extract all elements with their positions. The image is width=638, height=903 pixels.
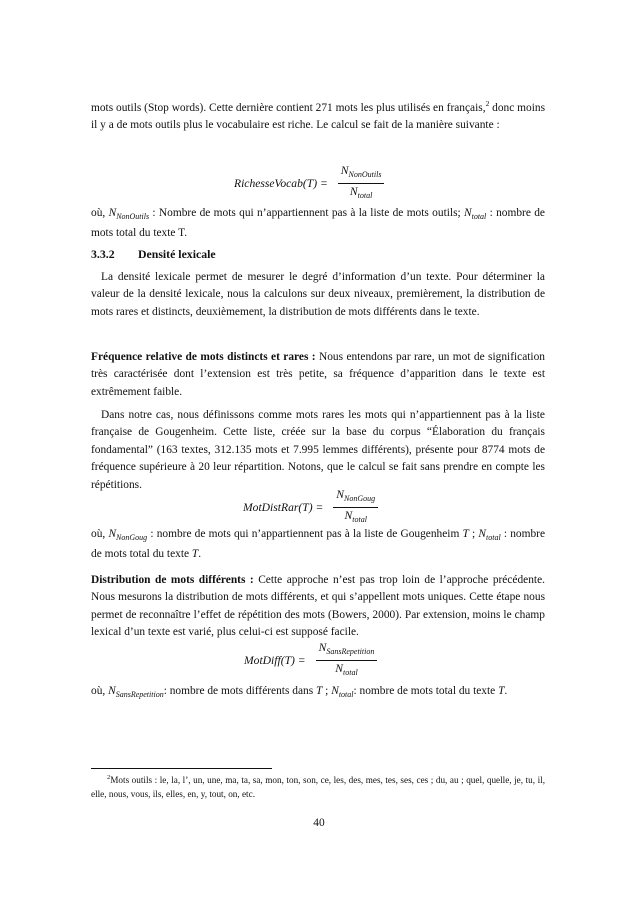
equation-mot-diff [244, 641, 377, 680]
definition-richesse-vocab: où, $N_{NonOutils}$ : Nombre de mots qui n’appartiennent pas à la liste de mots outils; $N_{total}$ : nombre de mots total du texte T. [91, 207, 545, 240]
fraction-numerator: $N_{NonOutils}$ [338, 164, 385, 184]
fraction-denominator: $N_{total}$ [335, 662, 358, 677]
fraction-denominator: $N_{total}$ [344, 509, 367, 524]
section-heading [91, 246, 216, 263]
equation-fraction [338, 164, 385, 203]
section-number: 3.3.2 [91, 247, 115, 261]
definition-mot-diff: où, $N_{SansRepetition}$: nombre de mots différents dans T ; $N_{total}$: nombre de mots total du texte T. [91, 685, 508, 699]
definition-mot-dist-rar: où, $N_{NonGoug}$ : nombre de mots qui n’appartiennent pas à la liste de Gougenheim T ; $N_{total}$ : nombre de mots total du texte T. [91, 528, 546, 561]
fraction-numerator: $N_{NonGoug}$ [333, 488, 378, 508]
paragraph-densite-lexicale: La densité lexicale permet de mesurer le degré d’information d’un texte. Pour déterminer la valeur de la densité lexicale, nous la calculons sur deux niveaux, premièrement, la distribution de mots rares et distincts, deuxièmement, la distribution de mots différents dans le texte. [91, 271, 545, 318]
footnote-rule [91, 768, 272, 769]
equation-richesse-vocab [234, 164, 384, 203]
paragraph-lead-bold: Distribution de mots différents : [91, 574, 254, 586]
equation-lhs: RichesseVocab(T) = [234, 177, 328, 190]
paragraph-distribution-mots-differents: Distribution de mots différents : Cette approche n’est pas trop loin de l’approche précédente. Nous mesurons la distribution de mots différents, et qui s’appellent mots uniques. Cette étape nous permet de reconnaître l’effet de répétition des mots (Bowers, 2000). Par extension, moins le champ lexical d’un texte est varié, plus celui-ci est supposé facile. [91, 574, 545, 639]
page-number: 40 [313, 817, 325, 829]
paragraph-gougenheim: Dans notre cas, nous définissons comme mots rares les mots qui n’appartiennent pas à la liste française de Gougenheim. Cette liste, créée sur la base du corpus “Élaboration du français fondamental” (163 textes, 312.135 mots et 7.995 lemmes différents), présente pour 8774 mots de fréquence supérieure à 20 leur répartition. Notons, que le calcul se fait sans prendre en compte les répétitions. [91, 409, 545, 491]
equation-fraction [316, 641, 378, 680]
paragraph-stop-words [91, 100, 545, 135]
footnote-mark: 2 [107, 774, 111, 781]
paragraph-frequence-relative: Fréquence relative de mots distincts et rares : Nous entendons par rare, un mot de signification très caractérisée dont l’extension est très petite, sa fréquence d’apparition dans le texte est extrêmement faible. [91, 351, 545, 398]
equation-lhs: MotDistRar(T) = [243, 501, 324, 514]
footnote-reference[interactable]: 2 [485, 99, 490, 108]
paragraph-text: donc moins il y a de mots outils plus le vocabulaire est riche. Le calcul se fait de la manière suivante : [91, 102, 546, 132]
fraction-denominator: $N_{total}$ [349, 185, 373, 200]
footnote [91, 771, 545, 801]
fraction-numerator: $N_{SansRepetition}$ [316, 641, 378, 661]
footnote-text: Mots outils : le, la, l’, un, une, ma, ta, sa, mon, ton, son, ce, les, des, mes, tes, ses, ces ; du, au ; quel, quelle, je, tu, il, elle, nous, vous, ils, elles, en, y, tout, on, etc. [91, 775, 545, 799]
equation-fraction [333, 488, 378, 527]
paragraph-text: mots outils (Stop words). Cette dernière contient 271 mots les plus utilisés en français, [91, 102, 486, 114]
equation-mot-dist-rar [243, 488, 378, 527]
equation-lhs: MotDiff(T) = [244, 654, 306, 667]
paragraph-lead-bold: Fréquence relative de mots distincts et rares : [91, 351, 316, 363]
section-title: Densité lexicale [138, 247, 216, 261]
